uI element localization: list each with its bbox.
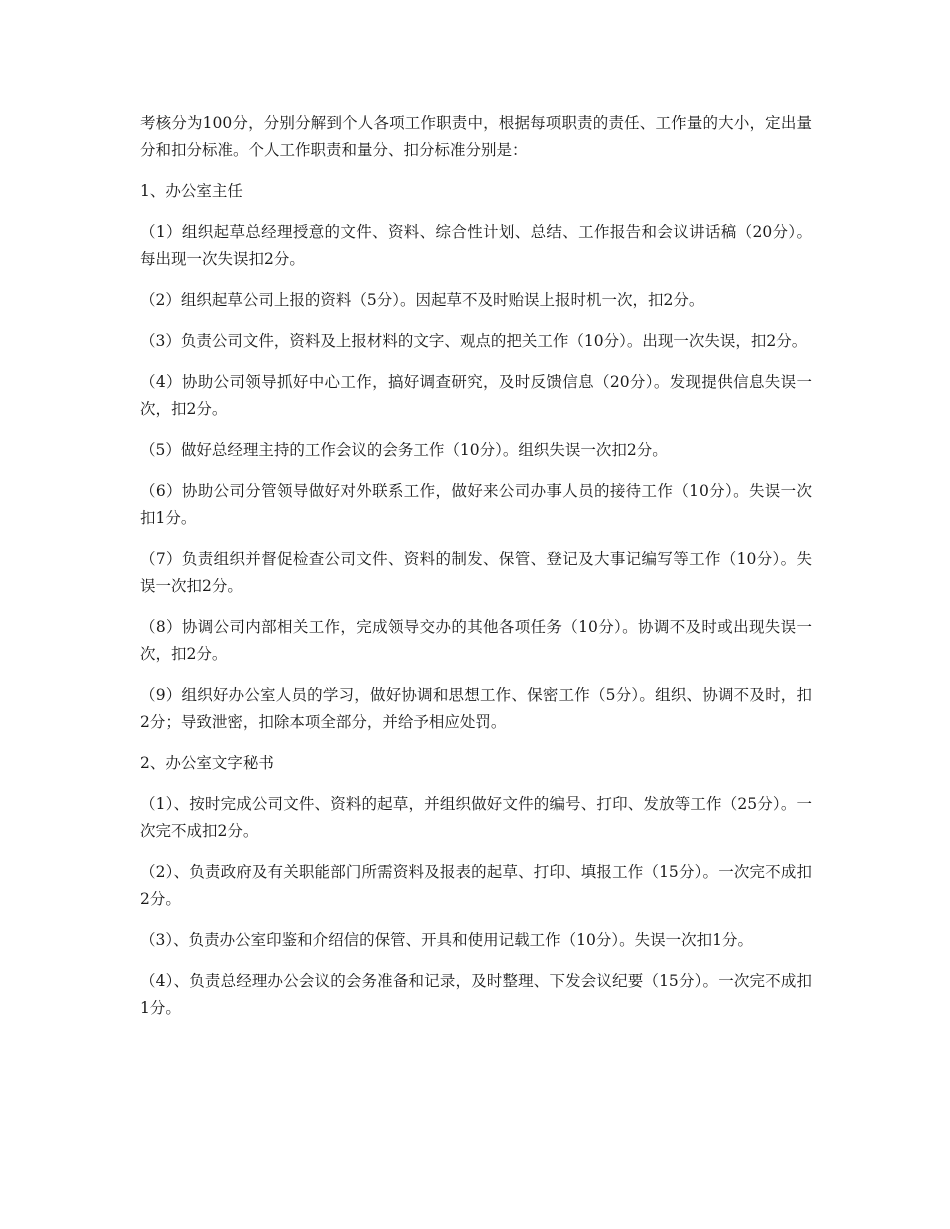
document-body <box>140 110 812 1036</box>
section-2-item-3: （3）、负责办公室印鉴和介绍信的保管、开具和使用记载工作（10分）。失误一次扣1分。 <box>140 931 753 949</box>
section-1-heading: 1、办公室主任 <box>140 182 243 200</box>
section-1-item-1: （1）组织起草总经理授意的文件、资料、综合性计划、总结、工作报告和会议讲话稿（20分）。每出现一次失误扣2分。 <box>140 223 812 268</box>
section-1-item-7: （7）负责组织并督促检查公司文件、资料的制发、保管、登记及大事记编写等工作（10分）。失误一次扣2分。 <box>140 550 812 595</box>
section-1-item-6: （6）协助公司分管领导做好对外联系工作，做好来公司办事人员的接待工作（10分）。失误一次扣1分。 <box>140 482 812 527</box>
section-1-item-4: （4）协助公司领导抓好中心工作，搞好调查研究，及时反馈信息（20分）。发现提供信息失误一次，扣2分。 <box>140 373 812 418</box>
section-1-item-2: （2）组织起草公司上报的资料（5分）。因起草不及时贻误上报时机一次，扣2分。 <box>140 291 705 309</box>
section-1-item-3: （3）负责公司文件，资料及上报材料的文字、观点的把关工作（10分）。出现一次失误，扣2分。 <box>140 332 808 350</box>
section-2-item-2: （2）、负责政府及有关职能部门所需资料及报表的起草、打印、填报工作（15分）。一次完不成扣2分。 <box>140 863 812 908</box>
section-2-item-1: （1）、按时完成公司文件、资料的起草，并组织做好文件的编号、打印、发放等工作（25分）。一次完不成扣2分。 <box>140 795 812 840</box>
section-1-item-5: （5）做好总经理主持的工作会议的会务工作（10分）。组织失误一次扣2分。 <box>140 441 668 459</box>
section-1-item-8: （8）协调公司内部相关工作，完成领导交办的其他各项任务（10分）。协调不及时或出现失误一次，扣2分。 <box>140 618 812 663</box>
section-2-heading: 2、办公室文字秘书 <box>140 754 274 772</box>
intro-paragraph: 考核分为100分，分别分解到个人各项工作职责中，根据每项职责的责任、工作量的大小，定出量分和扣分标准。个人工作职责和量分、扣分标准分别是： <box>140 114 812 159</box>
section-2-item-4: （4）、负责总经理办公会议的会务准备和记录，及时整理、下发会议纪要（15分）。一次完不成扣1分。 <box>140 972 812 1017</box>
section-1-item-9: （9）组织好办公室人员的学习，做好协调和思想工作、保密工作（5分）。组织、协调不及时，扣2分；导致泄密，扣除本项全部分，并给予相应处罚。 <box>140 686 812 731</box>
